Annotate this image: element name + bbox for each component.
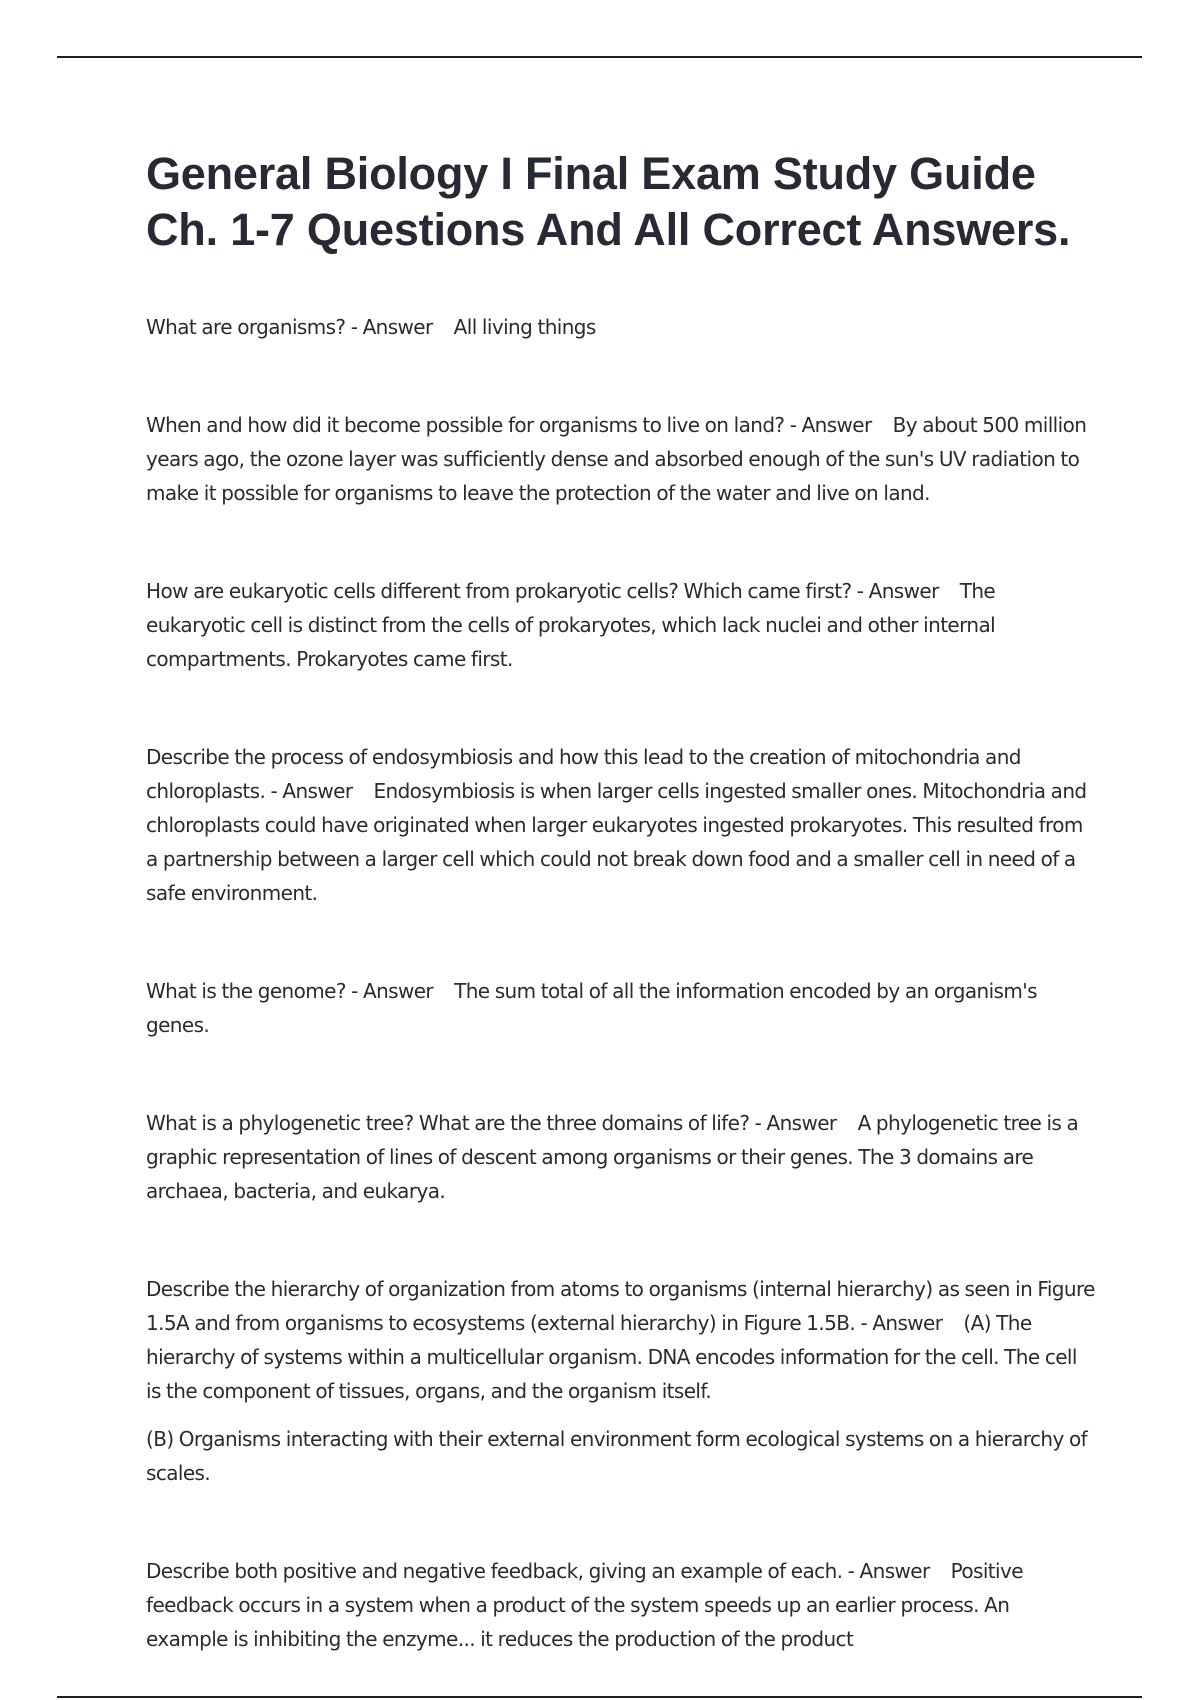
- question-text: Describe the hierarchy of organization from atoms to organisms (internal hierarchy) as seen in Figure 1.5A and from organisms to ecosystems (external hierarchy) in Figure 1.5B.: [146, 1277, 1095, 1335]
- qa-item: [146, 1106, 1096, 1208]
- question-text: What is a phylogenetic tree? What are the three domains of life?: [146, 1111, 750, 1135]
- qa-item: [146, 574, 1096, 676]
- question-text: What is the genome?: [146, 979, 346, 1003]
- answer-text: (A) The hierarchy of systems within a multicellular organism. DNA encodes information for the cell. The cell is the component of tissues, organs, and the organism itself.: [146, 1311, 1077, 1403]
- answer-label: - Answer: [754, 1111, 837, 1135]
- answer-text: The eukaryotic cell is distinct from the cells of prokaryotes, which lack nuclei and other internal compartments. Prokaryotes came first.: [146, 579, 996, 671]
- answer-continuation: (B) Organisms interacting with their external environment form ecological systems on a hierarchy of scales.: [146, 1427, 1088, 1485]
- qa-item: [146, 1272, 1096, 1408]
- answer-label: - Answer: [847, 1559, 930, 1583]
- answer-label: - Answer: [270, 779, 353, 803]
- footer-rule: [57, 1696, 1142, 1698]
- qa-item: [146, 974, 1096, 1042]
- answer-label: - Answer: [350, 315, 433, 339]
- qa-item: [146, 408, 1096, 510]
- qa-item: [146, 1554, 1096, 1656]
- question-text: What are organisms?: [146, 315, 346, 339]
- answer-label: - Answer: [860, 1311, 943, 1335]
- qa-item: [146, 740, 1096, 910]
- answer-label: - Answer: [351, 979, 434, 1003]
- answer-text: Endosymbiosis is when larger cells ingested smaller ones. Mitochondria and chloroplasts could have originated when larger eukaryotes ingested prokaryotes. This resulted from a partnership between a larger cell which could not break down food and a smaller cell in need of a safe environment.: [146, 779, 1087, 905]
- answer-text: The sum total of all the information encoded by an organism's genes.: [146, 979, 1037, 1037]
- document-body: [146, 146, 1096, 1700]
- answer-label: - Answer: [789, 413, 872, 437]
- question-text: Describe the process of endosymbiosis and how this lead to the creation of mitochondria and chloroplasts.: [146, 745, 1021, 803]
- document-title: General Biology I Final Exam Study Guide Ch. 1-7 Questions And All Correct Answers.: [146, 148, 1071, 255]
- answer-text: Positive feedback occurs in a system when a product of the system speeds up an earlier process. An example is inhibiting the enzyme... it reduces the production of the product: [146, 1559, 1023, 1651]
- answer-text: By about 500 million years ago, the ozone layer was sufficiently dense and absorbed enough of the sun's UV radiation to make it possible for organisms to leave the protection of the water and live on land.: [146, 413, 1087, 505]
- answer-text: All living things: [453, 315, 596, 339]
- question-text: When and how did it become possible for organisms to live on land?: [146, 413, 785, 437]
- answer-text: A phylogenetic tree is a graphic representation of lines of descent among organisms or their genes. The 3 domains are archaea, bacteria, and eukarya.: [146, 1111, 1079, 1203]
- question-text: Describe both positive and negative feedback, giving an example of each.: [146, 1559, 843, 1583]
- header-rule: [57, 56, 1142, 58]
- answer-label: - Answer: [856, 579, 939, 603]
- question-text: How are eukaryotic cells different from prokaryotic cells? Which came first?: [146, 579, 852, 603]
- qa-item: [146, 310, 1096, 344]
